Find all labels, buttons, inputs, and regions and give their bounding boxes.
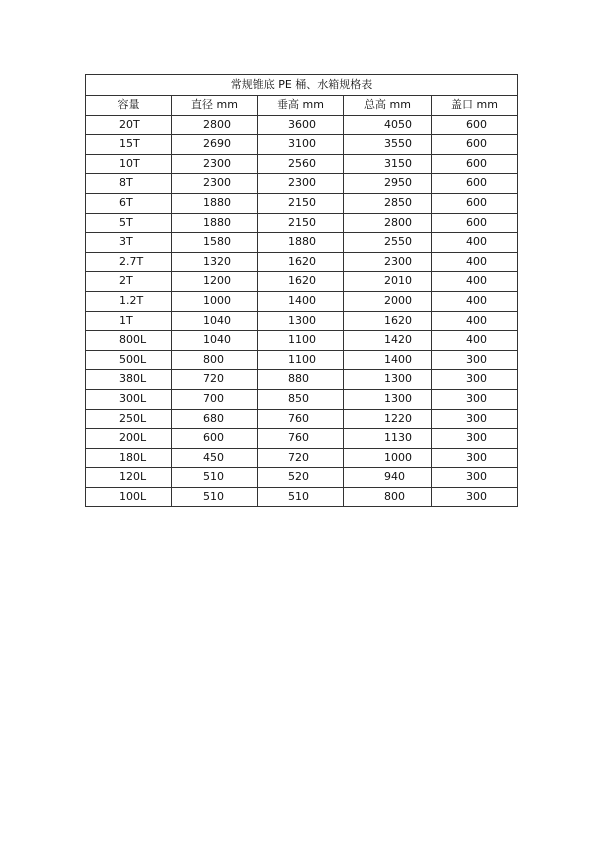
vertical-height-cell: 1620 [258, 272, 344, 292]
total-height-cell: 4050 [344, 115, 432, 135]
capacity-cell: 500L [86, 350, 172, 370]
diameter-cell: 1320 [172, 252, 258, 272]
table-row [86, 448, 518, 468]
diameter-cell: 450 [172, 448, 258, 468]
total-height-cell: 1400 [344, 350, 432, 370]
lid-opening-cell: 600 [432, 115, 518, 135]
vertical-height-cell: 1100 [258, 331, 344, 351]
table-row [86, 213, 518, 233]
diameter-cell: 1880 [172, 193, 258, 213]
vertical-height-cell: 2150 [258, 213, 344, 233]
header-diameter: 直径 mm [172, 96, 258, 116]
capacity-cell: 1T [86, 311, 172, 331]
total-height-cell: 3150 [344, 154, 432, 174]
total-height-cell: 940 [344, 468, 432, 488]
diameter-cell: 1880 [172, 213, 258, 233]
lid-opening-cell: 600 [432, 193, 518, 213]
capacity-cell: 120L [86, 468, 172, 488]
vertical-height-cell: 3600 [258, 115, 344, 135]
table-row [86, 409, 518, 429]
header-capacity: 容量 [86, 96, 172, 116]
lid-opening-cell: 300 [432, 448, 518, 468]
table-row [86, 233, 518, 253]
table-row [86, 154, 518, 174]
vertical-height-cell: 720 [258, 448, 344, 468]
total-height-cell: 1300 [344, 370, 432, 390]
vertical-height-cell: 2300 [258, 174, 344, 194]
lid-opening-cell: 300 [432, 468, 518, 488]
vertical-height-cell: 2150 [258, 193, 344, 213]
lid-opening-cell: 600 [432, 154, 518, 174]
diameter-cell: 510 [172, 468, 258, 488]
total-height-cell: 2010 [344, 272, 432, 292]
vertical-height-cell: 2560 [258, 154, 344, 174]
diameter-cell: 680 [172, 409, 258, 429]
lid-opening-cell: 300 [432, 370, 518, 390]
total-height-cell: 2000 [344, 291, 432, 311]
table-row [86, 174, 518, 194]
capacity-cell: 800L [86, 331, 172, 351]
capacity-cell: 6T [86, 193, 172, 213]
table-title: 常规锥底 PE 桶、水箱规格表 [86, 75, 518, 96]
capacity-cell: 200L [86, 429, 172, 449]
capacity-cell: 2T [86, 272, 172, 292]
capacity-cell: 1.2T [86, 291, 172, 311]
table-title-row [86, 75, 518, 96]
diameter-cell: 510 [172, 487, 258, 507]
capacity-cell: 250L [86, 409, 172, 429]
lid-opening-cell: 600 [432, 135, 518, 155]
capacity-cell: 300L [86, 389, 172, 409]
lid-opening-cell: 400 [432, 272, 518, 292]
vertical-height-cell: 880 [258, 370, 344, 390]
capacity-cell: 10T [86, 154, 172, 174]
diameter-cell: 1000 [172, 291, 258, 311]
diameter-cell: 2300 [172, 154, 258, 174]
diameter-cell: 700 [172, 389, 258, 409]
total-height-cell: 1300 [344, 389, 432, 409]
vertical-height-cell: 3100 [258, 135, 344, 155]
lid-opening-cell: 400 [432, 291, 518, 311]
lid-opening-cell: 600 [432, 213, 518, 233]
capacity-cell: 100L [86, 487, 172, 507]
capacity-cell: 8T [86, 174, 172, 194]
total-height-cell: 1420 [344, 331, 432, 351]
lid-opening-cell: 400 [432, 311, 518, 331]
total-height-cell: 2550 [344, 233, 432, 253]
vertical-height-cell: 510 [258, 487, 344, 507]
table-row [86, 487, 518, 507]
table-row [86, 468, 518, 488]
vertical-height-cell: 1880 [258, 233, 344, 253]
total-height-cell: 1620 [344, 311, 432, 331]
header-lid-opening: 盖口 mm [432, 96, 518, 116]
vertical-height-cell: 1100 [258, 350, 344, 370]
capacity-cell: 5T [86, 213, 172, 233]
vertical-height-cell: 1400 [258, 291, 344, 311]
diameter-cell: 1200 [172, 272, 258, 292]
capacity-cell: 180L [86, 448, 172, 468]
table-row [86, 115, 518, 135]
capacity-cell: 2.7T [86, 252, 172, 272]
total-height-cell: 1130 [344, 429, 432, 449]
diameter-cell: 2800 [172, 115, 258, 135]
capacity-cell: 15T [86, 135, 172, 155]
header-total-height: 总高 mm [344, 96, 432, 116]
capacity-cell: 3T [86, 233, 172, 253]
diameter-cell: 1040 [172, 331, 258, 351]
table-row [86, 331, 518, 351]
capacity-cell: 380L [86, 370, 172, 390]
table-row [86, 135, 518, 155]
lid-opening-cell: 300 [432, 409, 518, 429]
total-height-cell: 2850 [344, 193, 432, 213]
total-height-cell: 800 [344, 487, 432, 507]
vertical-height-cell: 760 [258, 409, 344, 429]
spec-table [85, 74, 518, 507]
table-row [86, 389, 518, 409]
diameter-cell: 600 [172, 429, 258, 449]
lid-opening-cell: 600 [432, 174, 518, 194]
diameter-cell: 720 [172, 370, 258, 390]
table-row [86, 350, 518, 370]
total-height-cell: 2300 [344, 252, 432, 272]
lid-opening-cell: 300 [432, 350, 518, 370]
table-row [86, 272, 518, 292]
lid-opening-cell: 300 [432, 389, 518, 409]
total-height-cell: 1000 [344, 448, 432, 468]
capacity-cell: 20T [86, 115, 172, 135]
lid-opening-cell: 400 [432, 331, 518, 351]
table-header-row [86, 96, 518, 116]
diameter-cell: 1040 [172, 311, 258, 331]
vertical-height-cell: 520 [258, 468, 344, 488]
lid-opening-cell: 400 [432, 233, 518, 253]
lid-opening-cell: 400 [432, 252, 518, 272]
diameter-cell: 800 [172, 350, 258, 370]
diameter-cell: 1580 [172, 233, 258, 253]
lid-opening-cell: 300 [432, 487, 518, 507]
diameter-cell: 2690 [172, 135, 258, 155]
total-height-cell: 2800 [344, 213, 432, 233]
table-row [86, 311, 518, 331]
total-height-cell: 1220 [344, 409, 432, 429]
table-row [86, 193, 518, 213]
vertical-height-cell: 1300 [258, 311, 344, 331]
table-row [86, 429, 518, 449]
vertical-height-cell: 850 [258, 389, 344, 409]
header-vertical-height: 垂高 mm [258, 96, 344, 116]
table-row [86, 370, 518, 390]
diameter-cell: 2300 [172, 174, 258, 194]
total-height-cell: 3550 [344, 135, 432, 155]
table-row [86, 252, 518, 272]
vertical-height-cell: 760 [258, 429, 344, 449]
table-row [86, 291, 518, 311]
vertical-height-cell: 1620 [258, 252, 344, 272]
total-height-cell: 2950 [344, 174, 432, 194]
table-body [86, 115, 518, 507]
lid-opening-cell: 300 [432, 429, 518, 449]
